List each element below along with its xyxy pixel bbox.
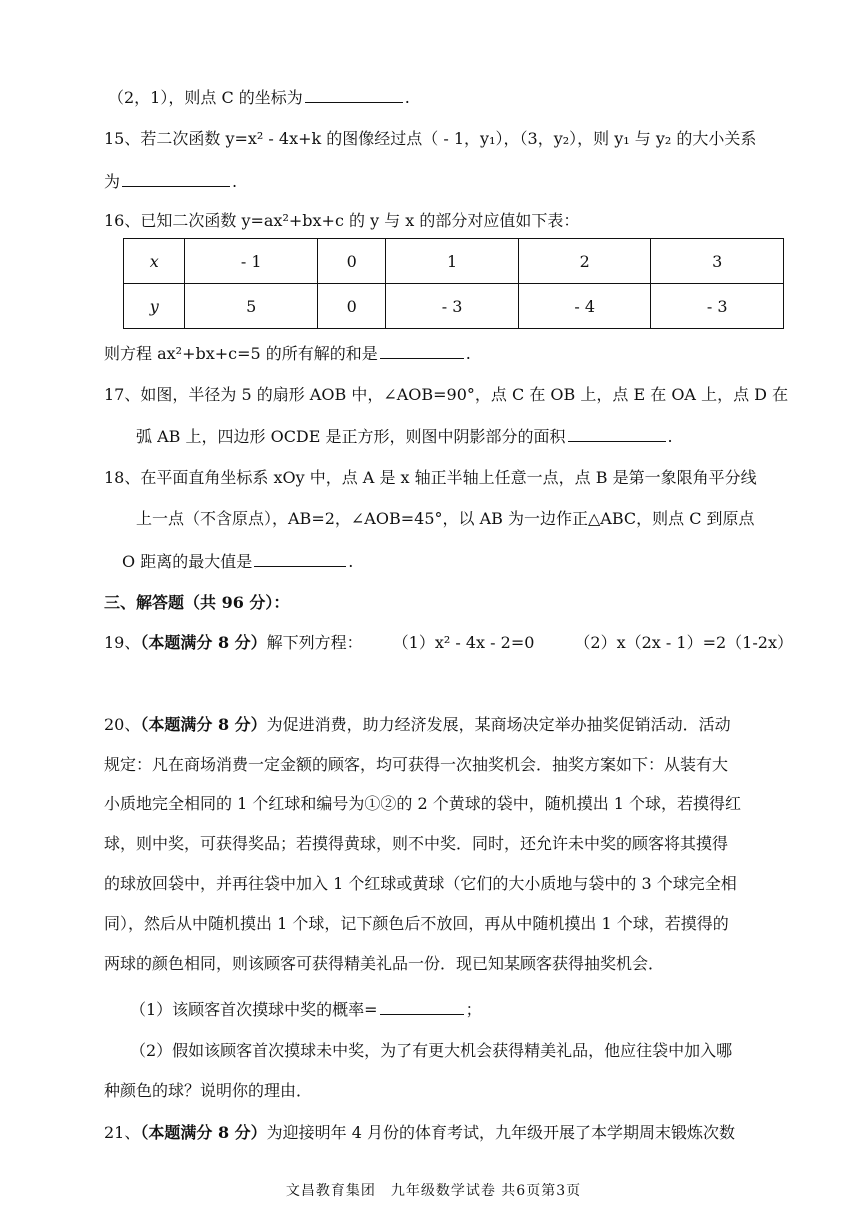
table-cell: - 3 <box>386 284 519 329</box>
table-cell: 3 <box>651 239 784 284</box>
table-cell: 0 <box>317 284 385 329</box>
question-16-line1: 16、已知二次函数 y=ax²+bx+c 的 y 与 x 的部分对应值如下表： <box>104 211 580 230</box>
q19-part2: （2）x（2x - 1）=2（1-2x） <box>574 633 793 652</box>
question-17-line1: 17、如图，半径为 5 的扇形 AOB 中，∠AOB=90°，点 C 在 OB 上，点 E 在 OA 上，点 D 在 <box>104 385 789 404</box>
question-17-line2: 弧 AB 上，四边形 OCDE 是正方形，则图中阴影部分的面积 . <box>136 427 673 446</box>
question-20-subq2-line2: 种颜色的球？说明你的理由． <box>104 1081 313 1100</box>
answer-blank-q17[interactable] <box>568 425 666 442</box>
question-20-line4: 球，则中奖，可获得奖品；若摸得黄球，则不中奖．同时，还允许未中奖的顾客将其摸得 <box>104 834 729 853</box>
table-row-y <box>124 284 784 329</box>
table-row-x <box>124 239 784 284</box>
question-20-line3: 小质地完全相同的 1 个红球和编号为①②的 2 个黄球的袋中，随机摸出 1 个球，若摸得红 <box>104 794 742 813</box>
table-cell: 2 <box>518 239 651 284</box>
question-16-line2: 则方程 ax²+bx+c=5 的所有解的和是 . <box>104 344 471 363</box>
value-table <box>123 238 784 329</box>
question-18-line3: O 距离的最大值是 . <box>122 552 354 571</box>
answer-blank-q16[interactable] <box>380 342 464 359</box>
q19-part1: （1）x² - 4x - 2=0 <box>392 633 535 652</box>
table-cell: 5 <box>185 284 318 329</box>
answer-blank-q14[interactable] <box>305 86 403 103</box>
question-20-line1: 20、（本题满分 8 分）为促进消费，助力经济发展，某商场决定举办抽奖促销活动．活动 <box>104 715 731 734</box>
table-cell: - 4 <box>518 284 651 329</box>
question-20-line5: 的球放回袋中，并再往袋中加入 1 个红球或黄球（它们的大小质地与袋中的 3 个球完全相 <box>104 874 737 893</box>
table-cell: 1 <box>386 239 519 284</box>
q14-text: （2，1），则点 C 的坐标为 <box>108 88 303 107</box>
question-15-line2: 为 . <box>104 172 238 191</box>
page-footer: 文昌教育集团 九年级数学试卷 共6页第3页 <box>285 1183 582 1199</box>
question-18-line1: 18、在平面直角坐标系 xOy 中，点 A 是 x 轴正半轴上任意一点，点 B 是第一象限角平分线 <box>104 468 757 487</box>
table-cell: 0 <box>317 239 385 284</box>
question-20-subq2-line1: （2）假如该顾客首次摸球未中奖，为了有更大机会获得精美礼品，他应往袋中加入哪 <box>130 1041 733 1060</box>
question-21-line1: 21、（本题满分 8 分）为迎接明年 4 月份的体育考试，九年级开展了本学期周末锻炼次数 <box>104 1123 736 1142</box>
section-3-heading: 三、解答题（共 96 分）： <box>104 593 290 612</box>
question-20-line6: 同），然后从中随机摸出 1 个球，记下颜色后不放回，再从中随机摸出 1 个球，若摸得的 <box>104 914 729 933</box>
question-15-line1: 15、若二次函数 y=x² - 4x+k 的图像经过点（ - 1，y₁），（3，y₂），则 y₁ 与 y₂ 的大小关系 <box>104 129 757 148</box>
q14-continuation: （2，1），则点 C 的坐标为 . <box>108 88 410 107</box>
table-head-x: x <box>124 239 185 284</box>
answer-blank-q15[interactable] <box>122 170 230 187</box>
answer-blank-q18[interactable] <box>254 550 346 567</box>
question-20-line2: 规定：凡在商场消费一定金额的顾客，均可获得一次抽奖机会．抽奖方案如下：从装有大 <box>104 755 729 774</box>
question-20-line7: 两球的颜色相同，则该顾客可获得精美礼品一份．现已知某顾客获得抽奖机会． <box>104 954 665 973</box>
question-20-subq1: （1）该顾客首次摸球中奖的概率= ； <box>130 1000 482 1019</box>
table-cell: - 3 <box>651 284 784 329</box>
table-cell: - 1 <box>185 239 318 284</box>
table-head-y: y <box>124 284 185 329</box>
question-18-line2: 上一点（不含原点），AB=2，∠AOB=45°，以 AB 为一边作正△ABC，则点 C 到原点 <box>136 509 755 528</box>
question-19: 19、（本题满分 8 分）解下列方程： （1）x² - 4x - 2=0 （2）x（2x - 1）=2（1-2x） <box>104 633 793 652</box>
answer-blank-q20-1[interactable] <box>380 998 464 1015</box>
